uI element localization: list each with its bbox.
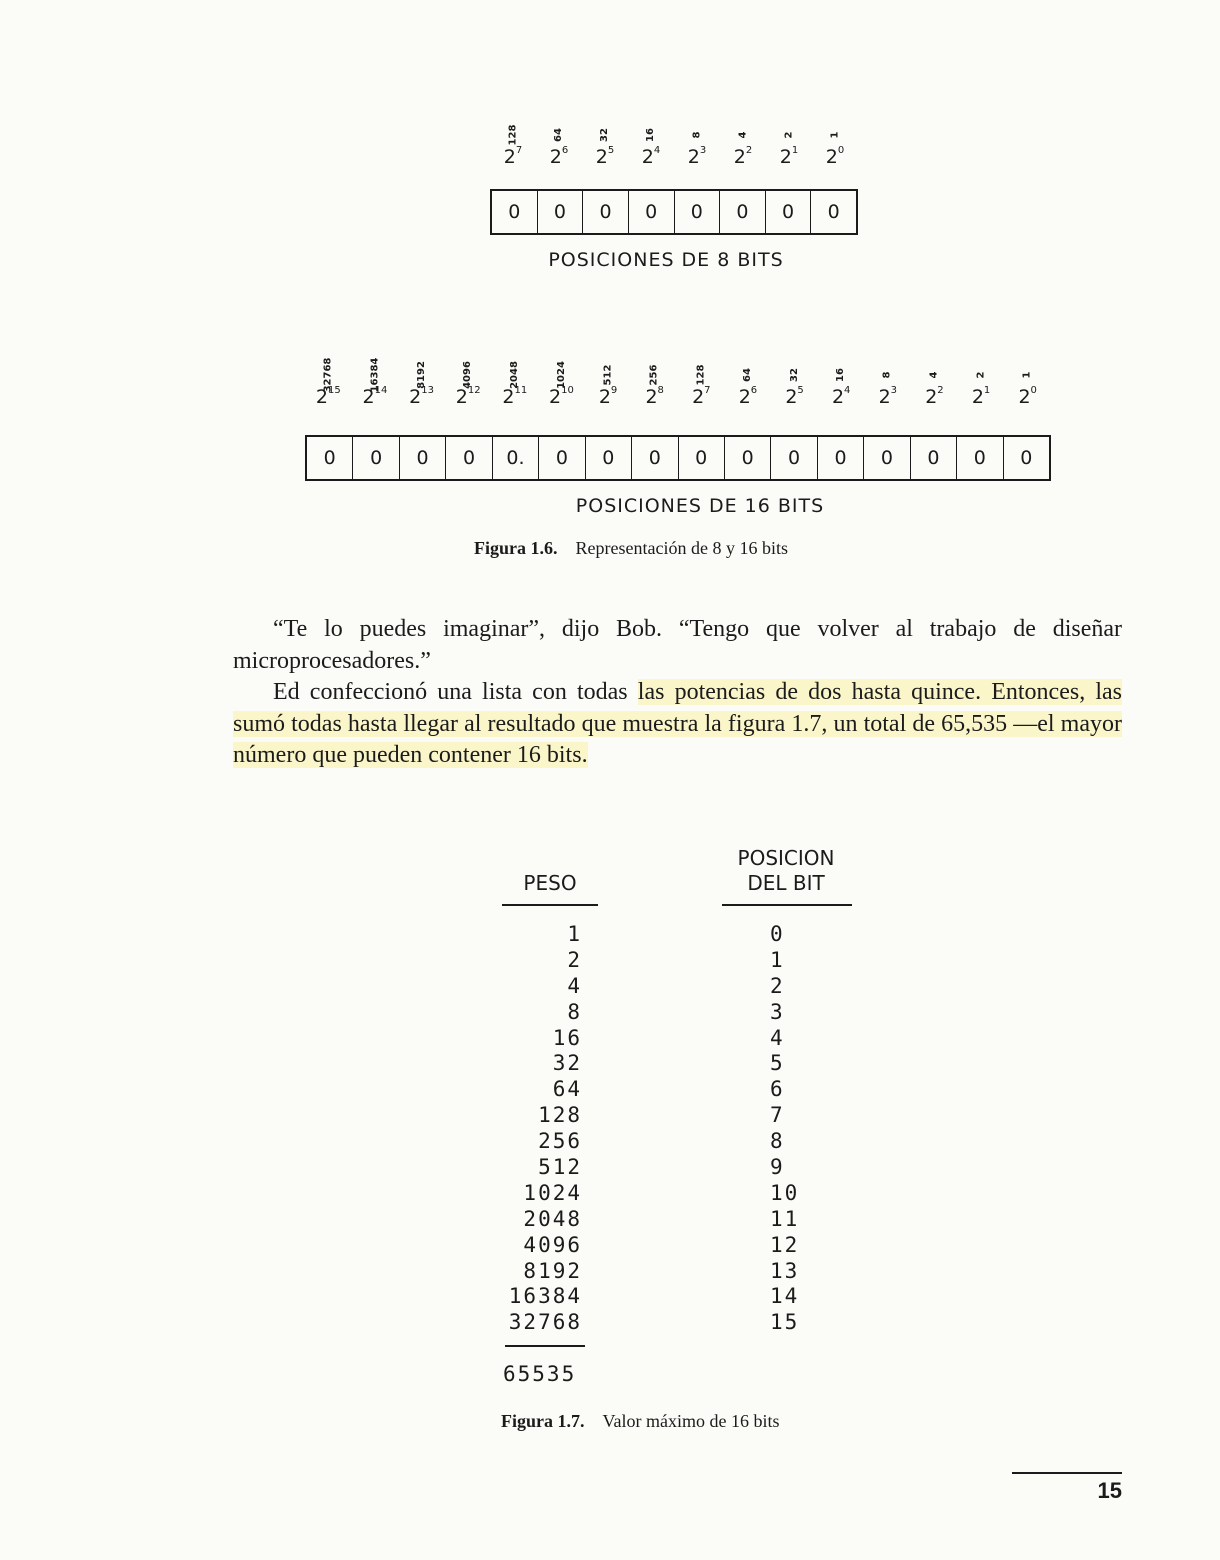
bit-weight	[536, 100, 582, 140]
header-rule-weight	[502, 904, 598, 906]
highlighted-text: las potencias de dos hasta quince. Entonces, las sumó todas hasta llegar al resultado que muestra la figura 1.7, un total de 65,535 —el mayor número que pueden contener 16 bits.	[233, 679, 1123, 768]
power-exponent: 1	[791, 144, 799, 156]
power-base: 2	[825, 146, 838, 168]
bit-power	[725, 386, 772, 408]
weight-cell: 256	[538, 1129, 582, 1154]
power-exponent: 5	[607, 144, 615, 156]
position-cell: 1	[770, 947, 785, 972]
bit-power	[631, 386, 678, 408]
power-exponent: 6	[561, 144, 569, 156]
bit-cell: 0	[725, 437, 771, 479]
power-base: 2	[692, 386, 705, 408]
power-exponent: 14	[374, 384, 388, 396]
bit-weight-label: 64	[741, 368, 753, 382]
weight-cell: 64	[552, 1077, 582, 1102]
power-base: 2	[738, 386, 751, 408]
position-cell: 0	[770, 922, 785, 946]
bit-power	[1004, 386, 1051, 408]
bit-weight-label: 16	[835, 368, 847, 382]
page-number: 15	[1097, 1478, 1122, 1503]
bit-cell: 0	[911, 437, 957, 479]
bit-weight-label: 32	[788, 368, 800, 382]
bit-cell: 0	[353, 437, 399, 479]
bit-weight	[812, 100, 858, 140]
bit-weight-label: 64	[552, 128, 564, 142]
bit-power	[538, 386, 585, 408]
bit-weight	[720, 100, 766, 140]
bit-weight-label: 8192	[415, 361, 427, 389]
position-cell: 2	[770, 973, 785, 998]
power-base: 2	[733, 146, 746, 168]
bit-cell: 0	[586, 437, 632, 479]
bit-power	[766, 146, 812, 168]
weight-cell: 2	[567, 947, 582, 972]
bit-cell: 0	[632, 437, 678, 479]
position-cell: 6	[770, 1077, 785, 1102]
position-cell: 12	[770, 1232, 800, 1257]
power-base: 2	[878, 386, 891, 408]
power-base: 2	[503, 146, 516, 168]
bit-weights-8	[490, 100, 858, 146]
power-base: 2	[502, 386, 515, 408]
bit-weight	[628, 100, 674, 140]
power-base: 2	[315, 386, 328, 408]
power-exponent: 2	[745, 144, 753, 156]
position-column	[770, 922, 830, 1336]
bit-power	[445, 386, 492, 408]
power-base: 2	[687, 146, 700, 168]
weight-cell: 4	[567, 973, 582, 998]
power-exponent: 4	[653, 144, 661, 156]
body-text	[233, 614, 1122, 772]
power-exponent: 4	[844, 384, 851, 396]
bit-cell: 0	[720, 191, 766, 233]
power-base: 2	[831, 386, 845, 408]
bit-weight	[911, 340, 958, 380]
bit-cell: 0	[307, 437, 353, 479]
bit-cell: 0	[538, 191, 584, 233]
weight-cell: 32	[552, 1051, 582, 1076]
bit-cell: 0	[539, 437, 585, 479]
bit-power	[585, 386, 632, 408]
bit-weight-label: 256	[648, 364, 660, 386]
bit-weight	[1004, 340, 1051, 380]
bit-weight-label: 1024	[555, 361, 567, 389]
paragraph-1: “Te lo puedes imaginar”, dijo Bob. “Tengo que volver al trabajo de diseñar microprocesadores.”	[233, 616, 1122, 674]
position-cell: 13	[770, 1258, 800, 1283]
bit-power	[818, 386, 865, 408]
weight-column	[490, 922, 582, 1336]
power-exponent: 0	[837, 144, 845, 156]
position-cell: 10	[770, 1180, 800, 1205]
bit-cell: 0	[766, 191, 812, 233]
power-exponent: 1	[983, 384, 991, 396]
power-base: 2	[549, 146, 562, 168]
bit-weight-label: 32	[598, 128, 610, 142]
bit-weight-label: 2	[783, 131, 794, 139]
bit-power	[492, 386, 539, 408]
bit-weight-label: 512	[602, 364, 614, 386]
bit-cell: 0	[583, 191, 629, 233]
bit-power	[911, 386, 958, 408]
bit-register-8	[490, 189, 858, 235]
bit-weight	[766, 100, 812, 140]
power-base: 2	[645, 386, 658, 408]
bit-cell: 0	[679, 437, 725, 479]
bit-weight-label: 8	[881, 371, 893, 379]
sum-rule	[505, 1345, 585, 1347]
bit-weight	[674, 100, 720, 140]
bit-cell: 0	[864, 437, 910, 479]
bit-cell: 0	[818, 437, 864, 479]
bit-weight	[771, 340, 818, 380]
bit-cell: 0	[957, 437, 1003, 479]
weight-cell: 16	[552, 1025, 582, 1050]
bit-weight-label: 32768	[322, 357, 334, 393]
power-base: 2	[595, 146, 608, 168]
power-base: 2	[971, 386, 984, 408]
bit-weight	[398, 340, 445, 389]
power-base: 2	[925, 386, 938, 408]
bit-weight-label: 8	[691, 131, 702, 139]
position-cell: 9	[770, 1155, 785, 1180]
caption-8-bits: POSICIONES DE 8 BITS	[548, 249, 784, 271]
bit-power	[678, 386, 725, 408]
power-base: 2	[779, 146, 792, 168]
bit-power	[305, 386, 352, 408]
power-exponent: 8	[657, 384, 664, 396]
bit-weight	[958, 340, 1005, 380]
paragraph-2-start: Ed confeccionó una lista con todas	[273, 679, 638, 705]
bit-power	[536, 146, 582, 168]
bit-cell: 0	[629, 191, 675, 233]
bit-weight	[445, 340, 492, 389]
bit-weight	[725, 340, 772, 380]
bit-weight-label: 1	[1021, 371, 1033, 379]
bit-power	[352, 386, 399, 408]
bit-power	[398, 386, 445, 408]
power-exponent: 2	[937, 384, 944, 396]
power-base: 2	[785, 386, 798, 408]
weight-cell: 1024	[523, 1180, 582, 1205]
bit-cell: 0	[827, 201, 840, 223]
power-exponent: 12	[467, 384, 481, 396]
bit-weight	[492, 340, 539, 389]
power-exponent: 9	[610, 384, 618, 396]
weight-cell: 128	[538, 1103, 582, 1128]
figure-title: Valor máximo de 16 bits	[602, 1411, 780, 1431]
header-position-line1: POSICION	[737, 846, 835, 870]
bit-power	[720, 146, 766, 168]
position-cell: 5	[770, 1051, 785, 1076]
bit-power	[628, 146, 674, 168]
bit-weight	[631, 340, 678, 386]
bit-cell: 0	[675, 191, 721, 233]
power-exponent: 15	[327, 384, 341, 396]
total-value-text: 65535	[503, 1362, 577, 1386]
header-weight: PESO	[523, 871, 577, 895]
bit-power	[812, 146, 858, 168]
weight-cell: 16384	[508, 1284, 582, 1309]
figure-1-6-caption	[474, 538, 788, 559]
power-base: 2	[598, 386, 611, 408]
bit-weight-label: 4	[928, 371, 940, 379]
weight-cell: 2048	[523, 1206, 582, 1231]
power-exponent: 5	[797, 384, 804, 396]
page-number-rule	[1012, 1472, 1122, 1474]
weight-cell: 8192	[523, 1258, 582, 1283]
power-exponent: 7	[515, 144, 523, 156]
bit-power	[674, 146, 720, 168]
figure-title: Representación de 8 y 16 bits	[575, 538, 788, 558]
power-exponent: 0	[1030, 384, 1037, 396]
power-exponent: 13	[421, 384, 434, 396]
bit-cell: 0	[1020, 447, 1033, 469]
power-base: 2	[549, 386, 562, 408]
power-exponent: 11	[514, 384, 528, 396]
bit-weight	[538, 340, 585, 389]
bit-weight	[490, 100, 536, 146]
weight-cell: 4096	[523, 1232, 582, 1257]
bit-weight-label: 4096	[462, 361, 474, 389]
weight-cell: 32768	[508, 1310, 582, 1335]
weight-cell: 512	[538, 1155, 582, 1180]
bit-weight	[678, 340, 725, 386]
bit-weight-label: 16	[644, 128, 656, 142]
position-cell: 14	[770, 1284, 800, 1309]
position-cell: 15	[770, 1310, 800, 1335]
bit-weight-label: 4	[737, 131, 748, 139]
power-base: 2	[455, 386, 468, 408]
bit-weight-label: 16384	[368, 357, 380, 393]
bit-power	[490, 146, 536, 168]
bit-weight	[818, 340, 865, 380]
bit-powers-8	[490, 146, 858, 168]
bit-register-16	[305, 435, 1051, 481]
bit-cell: 0	[492, 191, 538, 233]
bit-weight-label: 128	[507, 124, 518, 146]
power-exponent: 6	[750, 384, 758, 396]
position-cell: 11	[770, 1206, 800, 1231]
figure-label: Figura 1.6.	[474, 538, 558, 558]
bit-weight-label: 128	[695, 364, 707, 386]
total-value	[503, 1362, 576, 1388]
header-position-line2: DEL BIT	[747, 871, 825, 895]
bit-cell: 0	[446, 437, 492, 479]
power-base: 2	[409, 386, 422, 408]
power-base: 2	[641, 146, 654, 168]
bit-cell: 0	[400, 437, 446, 479]
bit-powers-16	[305, 386, 1051, 408]
bit-power	[865, 386, 912, 408]
paragraph-2	[233, 677, 1122, 772]
position-cell: 4	[770, 1025, 785, 1050]
bit-power	[582, 146, 628, 168]
bit-power	[771, 386, 818, 408]
weight-cell: 8	[567, 999, 582, 1024]
power-base: 2	[1018, 386, 1031, 408]
weight-cell: 1	[567, 922, 582, 946]
bit-weight-label: 2	[975, 371, 987, 379]
position-cell: 7	[770, 1103, 785, 1128]
power-exponent: 3	[699, 144, 707, 156]
bit-weight	[585, 340, 632, 386]
bit-power	[958, 386, 1005, 408]
caption-16-bits: POSICIONES DE 16 BITS	[575, 495, 825, 517]
bit-weight-label: 1	[829, 131, 840, 139]
position-cell: 8	[770, 1129, 785, 1154]
bit-weight	[865, 340, 912, 380]
power-exponent: 7	[704, 384, 711, 396]
bit-weight	[582, 100, 628, 140]
bit-weight-label: 2048	[508, 361, 520, 389]
figure-1-7-caption	[501, 1411, 779, 1432]
power-exponent: 10	[561, 384, 574, 396]
figure-label: Figura 1.7.	[501, 1411, 585, 1431]
bit-cell: 0	[771, 437, 817, 479]
header-rule-position	[722, 904, 852, 906]
bit-cell: 0.	[493, 437, 539, 479]
position-cell: 3	[770, 999, 785, 1024]
power-exponent: 3	[890, 384, 898, 396]
power-base: 2	[362, 386, 375, 408]
